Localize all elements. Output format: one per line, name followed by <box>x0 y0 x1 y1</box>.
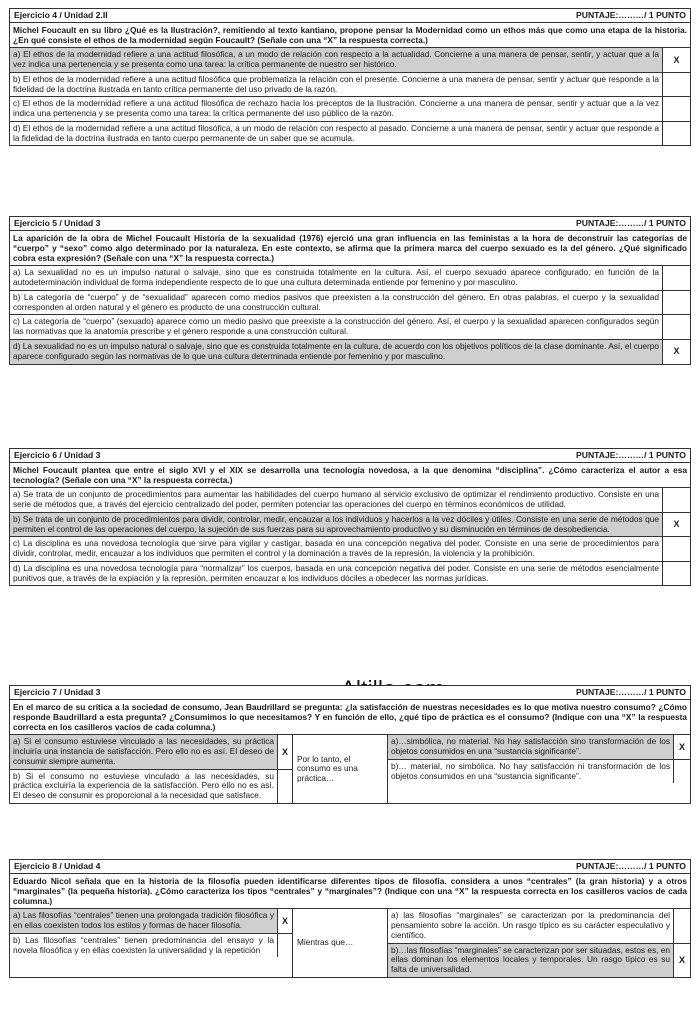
answer-option <box>10 315 690 340</box>
exercise-8 <box>9 859 691 978</box>
answer-checkbox[interactable] <box>663 562 690 586</box>
answer-option <box>10 934 292 958</box>
answer-option <box>10 266 690 291</box>
answer-option <box>388 735 690 760</box>
exercise-5 <box>9 216 691 365</box>
option-text: b) Se trata de un conjunto de procedimientos para dividir, controlar, medir, encauzar a los individuos y hacerlos a la vez dóciles y útiles. Consiste en una serie de métodos que permiten el control de las operaciones del cuerpo, la sujeción de sus fuerzas para su aprovechamiento productivo y su disminución en términos de desobediencia. <box>10 513 663 537</box>
exercise-title: Ejercicio 5 / Unidad 3 <box>14 218 101 229</box>
option-text: a) Si el consumo estuviese vinculado a las necesidades, su práctica incluiría una instancia de satisfacción. Pero ello no es así. El deseo de consumir siempre aumenta. <box>10 735 278 768</box>
answer-checkbox[interactable] <box>663 488 690 512</box>
exercise-7 <box>9 685 691 804</box>
question-text: Eduardo Nicol señala que en la historia de la filosofía pueden identificarse diferentes tipos de filosofía. considera a unos “centrales” (la gran historia) y a otros “marginales” (la pequeña historia). ¿Cómo caracteriza los tipos “centrales” y “marginales”? (Indique con una “X” la respuesta correcta en los casilleros vacíos de cada columna.) <box>10 874 690 909</box>
answer-checkbox[interactable] <box>663 122 690 146</box>
exercise-6 <box>9 448 691 586</box>
answer-option <box>10 770 292 803</box>
answer-checkbox[interactable] <box>674 909 690 942</box>
answer-checkbox[interactable] <box>663 97 690 121</box>
answer-checkbox[interactable]: X <box>281 746 288 757</box>
left-column <box>10 909 293 977</box>
score-label: PUNTAJE:………/ 1 PUNTO <box>576 450 686 461</box>
question-text: Michel Foucault en su libro ¿Qué es la Ilustración?, remitiendo al texto kantiano, propone pensar la Modernidad como un ethos más que como una etapa de la historia. ¿En qué consiste el ethos de la modernidad según Foucault? (Señale con una “X” la respuesta correcta.) <box>10 23 690 48</box>
score-label: PUNTAJE:………/ 1 PUNTO <box>576 10 686 21</box>
option-text: a) Las filosofías “centrales” tienen una prolongada tradición filosófica y en ellas coexisten todos los estilos y formas de hacer filosofía. <box>10 909 278 933</box>
score-label: PUNTAJE:………/ 1 PUNTO <box>576 861 686 872</box>
exercise-8-header <box>10 860 690 874</box>
answer-option <box>10 909 292 934</box>
question-text: En el marco de su crítica a la sociedad de consumo, Jean Baudrillard se pregunta: ¿la satisfacción de nuestras necesidades es lo que motiva nuestro consumo? ¿Cómo responde Baudrillard a esta pregunta? ¿Consumimos lo que necesitamos? Y en función de ello, ¿qué tipo de práctica es el consumo? (Indique con una “X” la respuesta correcta en los casilleros vacíos de cada columna.) <box>10 700 690 735</box>
answer-checkbox[interactable] <box>663 291 690 315</box>
option-text: d) La disciplina es una novedosa tecnología para “normalizar” los cuerpos, basada en una concepción negativa del poder. Consiste en una serie de métodos esencialmente punitivos que, a través de la expiación y la represión, permiten encauzar a los individuos dóciles a obedecer las normas jurídicas. <box>10 562 663 586</box>
left-column <box>10 735 293 803</box>
answer-checkbox[interactable] <box>278 770 292 803</box>
answer-checkbox[interactable] <box>663 73 690 97</box>
options-list <box>10 48 690 145</box>
answer-checkbox[interactable]: X <box>673 346 680 357</box>
option-text: c) El ethos de la modernidad refiere a una actitud filosófica de rechazo hacia los preceptos de la Ilustración. Concierne a una manera de pensar, sentir y actuar que a la vez indica una pertenencia y se presenta como una tarea: la crítica permanente del uso público de la razón. <box>10 97 663 121</box>
exercise-6-header <box>10 449 690 463</box>
exercise-title: Ejercicio 8 / Unidad 4 <box>14 861 101 872</box>
answer-checkbox[interactable] <box>674 760 690 784</box>
answer-option <box>10 513 690 538</box>
option-text: b) El ethos de la modernidad refiere a una actitud filosófica que problematiza la relación con el presente. Concierne a una manera de pensar, sentir y actuar que responde a la fidelidad de la doctrina ilustrada en tanto crítica permanente del uso privado de la razón. <box>10 73 663 97</box>
question-text: Michel Foucault plantea que entre el siglo XVI y el XIX se desarrolla una tecnología novedosa, a la que denomina “disciplina”. ¿Cómo caracteriza el autor a esa tecnología? (Señale con una “X” la respuesta correcta.) <box>10 463 690 488</box>
answer-checkbox[interactable]: X <box>281 915 288 926</box>
score-label: PUNTAJE:………/ 1 PUNTO <box>576 687 686 698</box>
answer-option <box>388 944 690 977</box>
option-text: a) La sexualidad no es un impulso natural o salvaje, sino que es construida totalmente en la cultura. Así, el cuerpo sexuado aparece configurado, en función de la autodeterminación individual de forma independiente respecto de lo que una cultura determinada entiende por femenino y por masculino. <box>10 266 663 290</box>
answer-option <box>388 760 690 784</box>
answer-option <box>10 291 690 316</box>
answer-checkbox[interactable]: X <box>678 955 685 966</box>
option-text: d) El ethos de la modernidad refiere a una actitud filosófica, a un modo de relación con respecto al pasado. Concierne a una manera de pensar, sentir y actuar que responde a la fidelidad de la doctrina ilustrada en tanto cuerpo permanente de un saber que se acumula. <box>10 122 663 146</box>
answer-checkbox[interactable]: X <box>673 54 680 65</box>
answer-option <box>10 537 690 562</box>
connector-text: Mientras que… <box>293 909 388 977</box>
option-text: b) Si el consumo no estuviese vinculado a las necesidades, su práctica excluiría la experiencia de la satisfacción. Pero ello no es así. El deseo de consumir es proporcional a la necesidad que satisface. <box>10 770 278 803</box>
option-text: d) La sexualidad no es un impulso natural o salvaje, sino que es construida totalmente en la cultura, de acuerdo con los objetivos políticos de la clase dominante. Así, el cuerpo aparece configurado según las normativas de lo que una cultura determinada entiende por femenino y por masculino. <box>10 340 663 364</box>
exercise-7-header <box>10 686 690 700</box>
answer-option <box>388 909 690 943</box>
answer-option <box>10 562 690 586</box>
exercise-4-header <box>10 9 690 23</box>
answer-checkbox[interactable]: X <box>678 741 685 752</box>
answer-checkbox[interactable] <box>278 934 292 958</box>
exercise-5-header <box>10 217 690 231</box>
answer-checkbox[interactable] <box>663 315 690 339</box>
answer-option <box>10 340 690 364</box>
right-column <box>388 909 690 977</box>
answer-checkbox[interactable]: X <box>673 519 680 530</box>
question-text: La aparición de la obra de Michel Foucault Historia de la sexualidad (1976) ejerció una gran influencia en las feministas a la hora de deconstruir las categorías de “cuerpo” y “sexo” como algo determinado por la naturaleza. En este contexto, se afirma que la primera marca del cuerpo sexuado es la del género. ¿Qué significado cobra esta expresión? (Señale con una “X” la respuesta correcta.) <box>10 231 690 266</box>
option-text: a) El ethos de la modernidad refiere a una actitud filosófica, a un modo de relación con respecto a la actualidad. Concierne a una manera de pensar, sentir, y actuar que a la vez indica una pertenencia y se presenta como una tarea: la crítica permanente de nuestro ser histórico. <box>10 48 663 72</box>
answer-checkbox[interactable] <box>663 266 690 290</box>
options-list <box>10 488 690 585</box>
score-label: PUNTAJE:………/ 1 PUNTO <box>576 218 686 229</box>
option-text: b)… material, no simbólica. No hay satisfacción ni transformación de los objetos consumidos en una “sustancia significante”. <box>388 760 674 784</box>
options-list <box>10 266 690 363</box>
option-text: a) Se trata de un conjunto de procedimientos para aumentar las habilidades del cuerpo humano al servicio exclusivo de optimizar el rendimiento productivo. Consiste en una serie de métodos que, a través del ejercicio centralizado del poder, permiten potenciar las operaciones del cuerpo en términos económicos de utilidad. <box>10 488 663 512</box>
answer-checkbox[interactable] <box>663 537 690 561</box>
exercise-4 <box>9 8 691 146</box>
connector-text: Por lo tanto, el consumo es una práctica… <box>293 735 388 803</box>
option-text: b)…las filosofías “marginales” se caracterizan por ser situadas, estos es, en ellas dominan los elementos locales y temporales. Un rasgo típico es su falta de universalidad. <box>388 944 674 977</box>
answer-grid <box>10 909 690 977</box>
exercise-title: Ejercicio 4 / Unidad 2.II <box>14 10 108 21</box>
answer-grid <box>10 735 690 803</box>
answer-option <box>10 122 690 146</box>
option-text: a)…simbólica, no material. No hay satisfacción sino transformación de los objetos consumidos en una “sustancia significante”. <box>388 735 674 759</box>
option-text: a) las filosofías “marginales” se caracterizan por la predominancia del pensamiento sobre la acción. Un rasgo típico es su carácter especulativo y científico. <box>388 909 674 942</box>
option-text: b) La categoría de “cuerpo” y de “sexualidad” aparecen como medios pasivos que preexisten a la construcción del género. En otras palabras, el cuerpo y la sexualidad corresponden al orden natural y el género es producto de una construcción cultural. <box>10 291 663 315</box>
answer-option <box>10 97 690 122</box>
option-text: b) Las filosofías “centrales” tienen predominancia del ensayo y la novela filosófica y en ellas coexisten la universalidad y la repetición <box>10 934 278 958</box>
right-column <box>388 735 690 803</box>
exercise-title: Ejercicio 6 / Unidad 3 <box>14 450 101 461</box>
answer-option <box>10 735 292 769</box>
option-text: c) La disciplina es una novedosa tecnología que sirve para vigilar y castigar, basada en una concepción negativa del poder. Consiste en una serie de procedimientos para dividir, controlar, medir, encauzar a los individuos que permiten el control y la dominación a través de la represión, la violencia y la prohibición. <box>10 537 663 561</box>
answer-option <box>10 73 690 98</box>
answer-option <box>10 488 690 513</box>
option-text: c) La categoría de “cuerpo” (sexuado) aparece como un medio pasivo que preexiste a la construcción del género. Así, el cuerpo y la sexualidad aparecen configurados según las normativas que la anatomía prescribe y el género responde a una construcción cultural. <box>10 315 663 339</box>
answer-option <box>10 48 690 73</box>
exercise-title: Ejercicio 7 / Unidad 3 <box>14 687 101 698</box>
